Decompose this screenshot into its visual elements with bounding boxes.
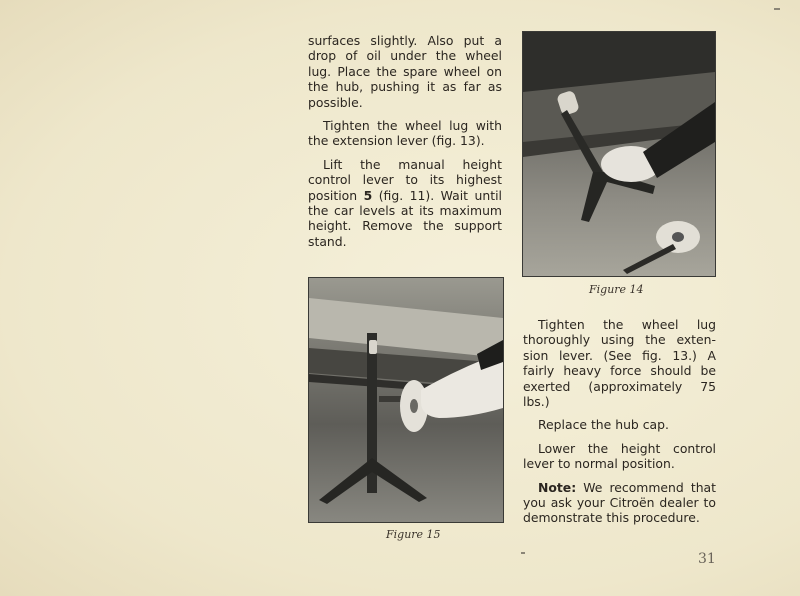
paragraph-tighten-lug: Tighten the wheel lug with the extension lever (fig. 13). xyxy=(308,118,502,149)
position-number: 5 xyxy=(363,187,373,203)
figure-14-caption: Figure 14 xyxy=(589,283,644,296)
left-text-column xyxy=(308,33,502,257)
paragraph-note xyxy=(523,480,716,526)
paragraph-lift-lever xyxy=(308,157,502,249)
support-stand-removal-illustration xyxy=(523,32,715,276)
note-text: We recommend that you ask your Citroën dealer to demonstrate this procedure. xyxy=(523,479,716,526)
paragraph-tighten-thoroughly: Tighten the wheel lug thoroughly using the exten-sion lever. (See fig. 13.) A fairly heavy force should be exerted (approximately 75 lbs.) xyxy=(523,317,716,410)
ink-speck xyxy=(774,8,780,10)
figure-14-photo xyxy=(522,31,716,277)
right-text-column xyxy=(523,317,716,534)
paragraph-replace-hub-cap: Replace the hub cap. xyxy=(538,417,669,433)
ink-speck xyxy=(521,552,525,554)
page-number: 31 xyxy=(698,551,716,567)
figure-15-caption: Figure 15 xyxy=(386,528,441,541)
paragraph-lower-lever: Lower the height control lever to normal position. xyxy=(523,440,716,472)
note-label: Note: xyxy=(538,479,577,495)
support-stand-wheel-illustration xyxy=(309,278,503,522)
paragraph-surfaces: surfaces slightly. Also put a drop of oil under the wheel lug. Place the spare wheel on the hub, pushing it as far as possible. xyxy=(308,33,502,110)
text-lift-lever-start: Lift the manual height control lever to its highest position xyxy=(308,156,502,203)
figure-15-photo xyxy=(308,277,504,523)
text-lift-lever-end: (fig. 11). Wait until the car levels at its maximum height. Remove the support stand. xyxy=(308,187,502,249)
